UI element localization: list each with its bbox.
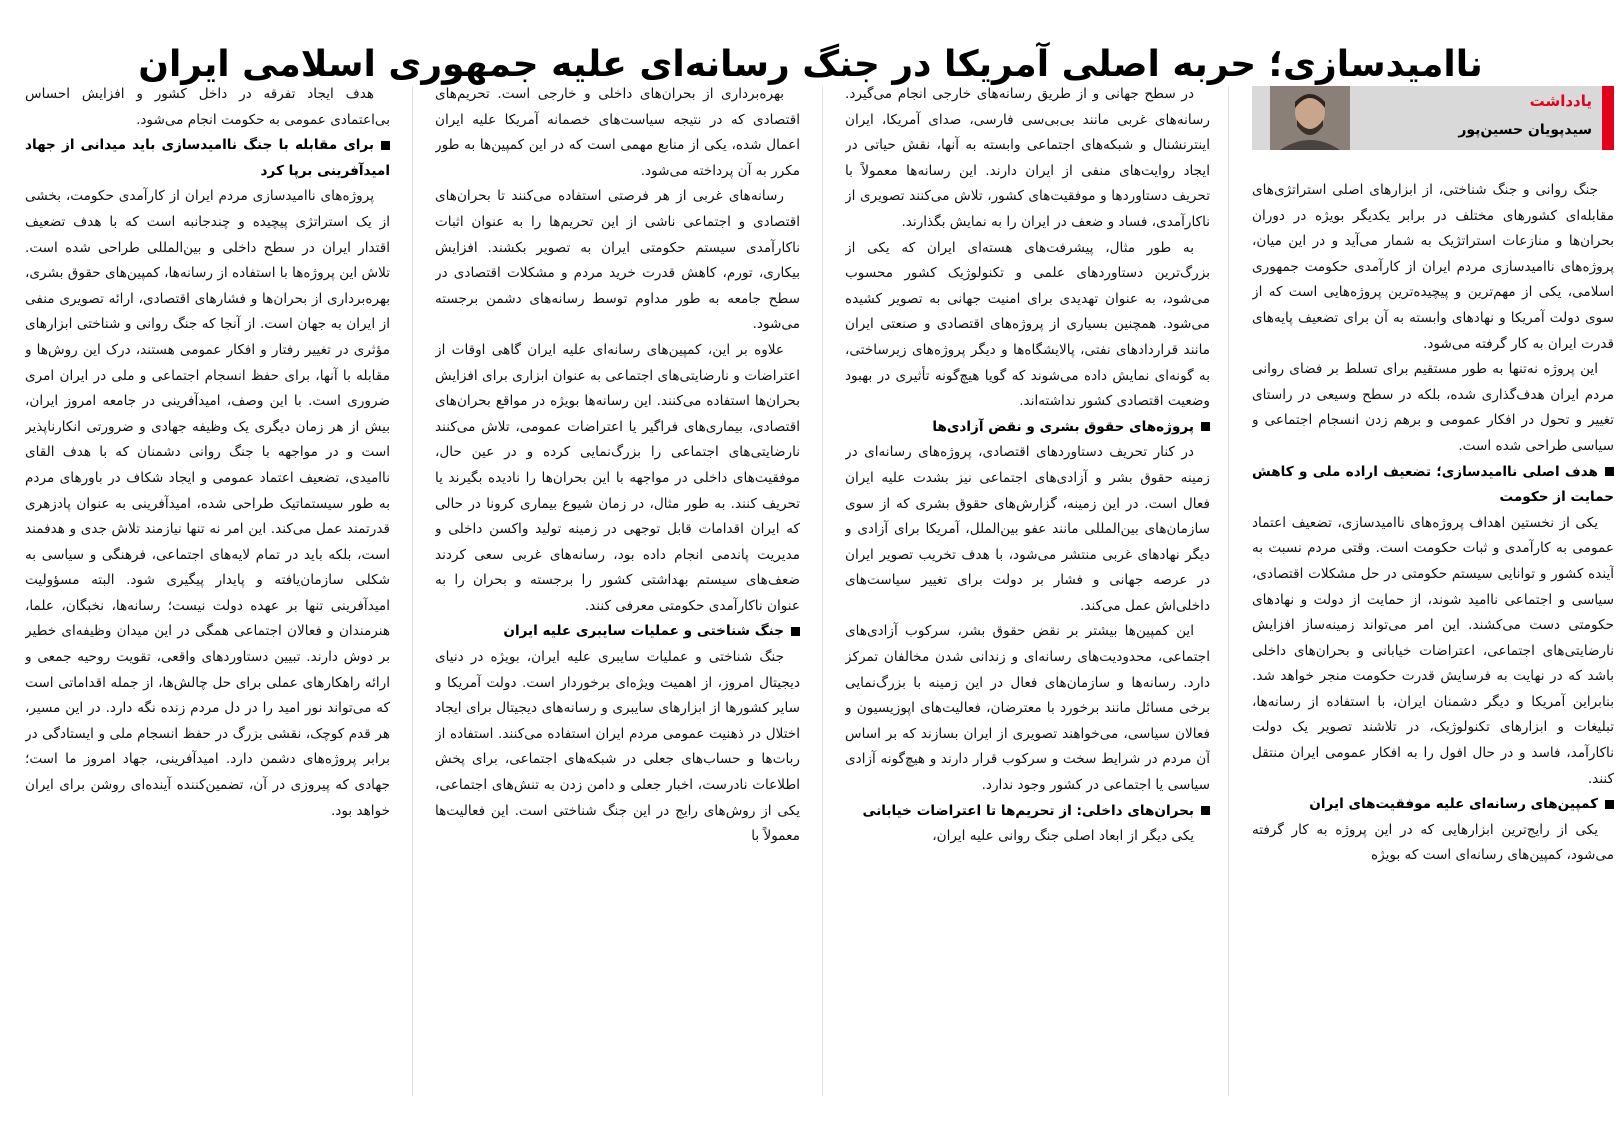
subheading: کمپین‌های رسانه‌ای علیه موفقیت‌های ایران — [1252, 792, 1614, 818]
subheading: پروژه‌های حقوق بشری و نقض آزادی‌ها — [845, 415, 1210, 441]
column-divider — [1228, 86, 1229, 1096]
bullet-square-icon — [1605, 467, 1614, 476]
paragraph: به طور مثال، پیشرفت‌های هسته‌ای ایران که یکی از بزرگ‌ترین دستاوردهای علمی و تکنولوژیک کشور محسوب می‌شود، به عنوان تهدیدی برای امنیت جهانی به تصویر کشیده می‌شود. همچنین بسیاری از پروژه‌های اقتصادی و صنعتی ایران مانند قراردادهای نفتی، پالایشگاه‌ها و دیگر پروژه‌های زیرساختی، به گونه‌ای نمایش داده می‌شوند که گویا هیچ‌گونه تأثیری در بهبود وضعیت اقتصادی کشور نداشته‌اند. — [845, 239, 1210, 410]
paragraph: یکی دیگر از ابعاد اصلی جنگ روانی علیه ایران، — [932, 828, 1194, 845]
paragraph: یکی از رایج‌ترین ابزارهایی که در این پروژه به کار گرفته می‌شود، کمپین‌های رسانه‌ای است که بویژه — [1252, 821, 1614, 864]
paragraph: در سطح جهانی و از طریق رسانه‌های خارجی انجام می‌گیرد. رسانه‌های غربی مانند بی‌بی‌سی فارسی، صدای آمریکا، ایران اینترنشنال و شبکه‌های اجتماعی وابسته به آنها، نقش حیاتی در ایجاد روایت‌های منفی از ایران دارند. این رسانه‌ها معمولاً با تحریف دستاوردها و موفقیت‌های کشور، تلاش می‌کنند تصویری از ناکارآمدی، فساد و ضعف در ایران را به نمایش بگذارند. — [845, 86, 1210, 230]
paragraph: در کنار تحریف دستاوردهای اقتصادی، پروژه‌های رسانه‌ای در زمینه حقوق بشر و آزادی‌های اجتماعی نیز بشدت علیه ایران فعال است. در این زمینه، گزارش‌های حقوق بشری که از سوی سازمان‌های بین‌المللی مانند عفو بین‌الملل، آمریکا برای آزادی و دیگر نهادهای غربی منتشر می‌شود، با هدف تخریب تصویر ایران در عرصه جهانی و فشار بر دولت برای تغییر سیاست‌های داخلی‌اش عمل می‌کند. — [845, 444, 1210, 614]
bullet-square-icon — [1605, 800, 1614, 809]
author-photo — [1270, 86, 1350, 150]
paragraph: این پروژه نه‌تنها به طور مستقیم برای تسلط بر فضای روانی مردم ایران هدف‌گذاری شده، بلکه در سطح وسیعی در راستای تغییر و تحول در افکار عمومی و برهم زدن انسجام اجتماعی و سیاسی طراحی شده است. — [1252, 361, 1614, 454]
headline: ناامیدسازی؛ حربه اصلی آمریکا در جنگ رسانه‌ای علیه جمهوری اسلامی ایران — [138, 43, 1483, 85]
article-column-3 — [435, 82, 800, 1112]
bullet-square-icon — [1201, 806, 1210, 815]
paragraph: رسانه‌های غربی از هر فرصتی استفاده می‌کنند تا بحران‌های اقتصادی و اجتماعی ناشی از این تحریم‌ها را به عنوان اثبات ناکارآمدی سیستم حکومتی ایران به تصویر بکشند. افزایش بیکاری، تورم، کاهش قدرت خرید مردم و مشکلات اقتصادی در سطح جامعه به طور مداوم توسط رسانه‌های دشمن برجسته می‌شود. — [435, 188, 800, 333]
subheading: برای مقابله با جنگ ناامیدسازی باید میدانی از جهاد امیدآفرینی برپا کرد — [25, 137, 390, 179]
paragraph: علاوه بر این، کمپین‌های رسانه‌ای علیه ایران گاهی اوقات از اعتراضات و نارضایتی‌های اجتماعی به عنوان ابزاری برای افزایش بحران‌ها استفاده می‌کنند. این رسانه‌ها بویژه در مواقع بحران‌های اقتصادی، بیماری‌های فراگیر یا اعتراضات عمومی، تلاش می‌کنند نارضایتی‌های اجتماعی را بزرگ‌نمایی کرده و در عین حال، موفقیت‌های داخلی در مواجهه با این بحران‌ها را نادیده بگیرند یا تحریف کنند. به طور مثال، در زمان شیوع بیماری کرونا در حالی که ایران اقدامات قابل توجهی در زمینه تولید واکسن داخلی و مدیریت پاندمی انجام داده بود، رسانه‌های غربی سعی کردند ضعف‌های سیستم بهداشتی کشور را برجسته و بحران را به عنوان ناکارآمدی حکومتی معرفی کنند. — [435, 341, 800, 614]
article-column-2 — [845, 82, 1210, 1112]
article-column-1 — [1252, 178, 1614, 1108]
subheading: جنگ شناختی و عملیات سایبری علیه ایران — [435, 619, 800, 645]
paragraph: بهره‌برداری از بحران‌های داخلی و خارجی است. تحریم‌های اقتصادی که در نتیجه سیاست‌های خصمانه آمریکا علیه ایران اعمال شده، یکی از منابع مهمی است که در این کمپین‌ها به طور مکرر به آن پرداخته می‌شود. — [435, 86, 800, 179]
paragraph: جنگ روانی و جنگ شناختی، از ابزارهای اصلی استراتژی‌های مقابله‌ای کشورهای مختلف در برابر یکدیگر بویژه در دوران بحران‌ها و منازعات استراتژیک به شمار می‌آید و در این میان، پروژه‌های ناامیدسازی مردم ایران از کارآمدی حکومت جمهوری اسلامی، یکی از مهم‌ترین و پیچیده‌ترین پروژه‌هایی است که از سوی دولت آمریکا و نهادهای وابسته به آن برای تضعیف پایه‌های قدرت ایران به کار گرفته می‌شود. — [1252, 182, 1614, 352]
author-card — [1252, 86, 1614, 150]
column-divider — [412, 86, 413, 1096]
accent-bar — [1602, 86, 1614, 150]
paragraph: این کمپین‌ها بیشتر بر نقض حقوق بشر، سرکوب آزادی‌های اجتماعی، محدودیت‌های رسانه‌ای و زندانی شدن مخالفان تمرکز دارد. رسانه‌ها و سازمان‌های فعال در این زمینه با بزرگ‌نمایی برخی مسائل مانند برخورد با معترضان، فعالیت‌های اپوزیسیون و فعالان سیاسی، می‌خواهند تصویری از ایران بسازند که بر اساس آن مردم در شرایط سخت و سرکوب قرار دارند و هیچ‌گونه آزادی سیاسی یا اجتماعی در کشور وجود ندارد. — [845, 623, 1210, 794]
column-label: یادداشت — [1529, 92, 1592, 110]
subheading: هدف اصلی ناامیدسازی؛ تضعیف اراده ملی و کاهش حمایت از حکومت — [1252, 463, 1614, 506]
paragraph: یکی از نخستین اهداف پروژه‌های ناامیدسازی، تضعیف اعتماد عمومی به کارآمدی و ثبات حکومت است. وقتی مردم نسبت به آینده کشور و توانایی سیستم حکومتی در حل مشکلات اقتصادی، سیاسی و اجتماعی ناامید شوند، از حمایت از دولت و نهادهای حکومتی دست می‌کشند. این امر می‌تواند زمینه‌ساز افزایش نارضایتی‌های اجتماعی، اعتراضات خیابانی و بحران‌های داخلی باشد که در نهایت به فرسایش قدرت حکومت منجر خواهد شد. بنابراین آمریکا و دیگر دشمنان ایران، با استفاده از رسانه‌ها، تبلیغات و ابزارهای تکنولوژیک، در تلاشند تصویر یک دولت ناکارآمد، فاسد و در حال افول را به افکار عمومی ایران منتقل کنند. — [1252, 514, 1614, 787]
article-column-4 — [25, 82, 390, 1112]
bullet-square-icon — [1201, 422, 1210, 431]
paragraph: جنگ شناختی و عملیات سایبری علیه ایران، بویژه در دنیای دیجیتال امروز، از اهمیت ویژه‌ای برخوردار است. دولت آمریکا و سایر کشورها از ابزارهای سایبری و رسانه‌های دیجیتال برای ایجاد اختلال در ذهنیت عمومی مردم ایران استفاده می‌کنند. استفاده از ربات‌ها و حساب‌های جعلی در شبکه‌های اجتماعی، برای پخش اطلاعات نادرست، اخبار جعلی و دامن زدن به تنش‌های اجتماعی، یکی از روش‌های رایج در این جنگ شناختی است. این فعالیت‌ها معمولاً با — [435, 649, 800, 845]
column-divider — [822, 86, 823, 1096]
paragraph: هدف ایجاد تفرقه در داخل کشور و افزایش احساس بی‌اعتمادی عمومی به حکومت انجام می‌شود. — [25, 86, 390, 128]
bullet-square-icon — [381, 141, 390, 150]
bullet-square-icon — [791, 627, 800, 636]
author-name: سیدپویان حسین‌پور — [1458, 122, 1592, 138]
paragraph: پروژه‌های ناامیدسازی مردم ایران از کارآمدی حکومت، بخشی از یک استراتژی پیچیده و چندجانبه است که با هدف تضعیف اقتدار ایران در سطح داخلی و بین‌المللی طراحی شده است. تلاش این پروژه‌ها با استفاده از رسانه‌ها، کمپین‌های حقوق بشری، بهره‌برداری از بحران‌ها و فشارهای اقتصادی، ارائه تصویری منفی از ایران به جهان است. از آنجا که جنگ روانی و شناختی ابزارهای مؤثری در تغییر رفتار و افکار عمومی هستند، درک این روش‌ها و مقابله با آنها، برای حفظ انسجام اجتماعی و ملی در ایران امری ضروری است. با این وصف، امیدآفرینی در جامعه امروز ایران، بیش از هر زمان دیگری یک وظیفه جهادی و ضرورتی انکارناپذیر است و در مواجهه با جنگ روانی دشمنان که با هدف القای ناامیدی، تضعیف اعتماد عمومی و ایجاد شکاف در باورهای مردم به طور سیستماتیک طراحی شده، امیدآفرینی به عنوان پادزهری قدرتمند عمل می‌کند. این امر نه تنها نیازمند تلاش جدی و هدفمند است، بلکه باید در تمام لایه‌های اجتماعی، فرهنگی و سیاسی به شکلی سازمان‌یافته و پایدار پیگیری شود. البته مسؤولیت امیدآفرینی تنها بر عهده دولت نیست؛ رسانه‌ها، نخبگان، علما، هنرمندان و فعالان اجتماعی همگی در این میدان وظیفه‌ای خطیر بر دوش دارند. تبیین دستاوردهای واقعی، تقویت روحیه جمعی و ارائه راهکارهای عملی برای حل چالش‌ها، از جمله اقداماتی است که می‌تواند نور امید را در دل مردم زنده نگه دارد. در این مسیر، هر قدم کوچک، نقشی بزرگ در حفظ انسجام ملی و ایستادگی در برابر پروژه‌های دشمن دارد. امیدآفرینی، جهاد امروز ما است؛ جهادی که پیروزی در آن، تضمین‌کننده آینده‌ای روشن برای ایران خواهد بود. — [25, 188, 390, 819]
author-portrait-icon — [1270, 86, 1350, 150]
subheading: بحران‌های داخلی: از تحریم‌ها تا اعتراضات خیابانی — [845, 799, 1210, 825]
